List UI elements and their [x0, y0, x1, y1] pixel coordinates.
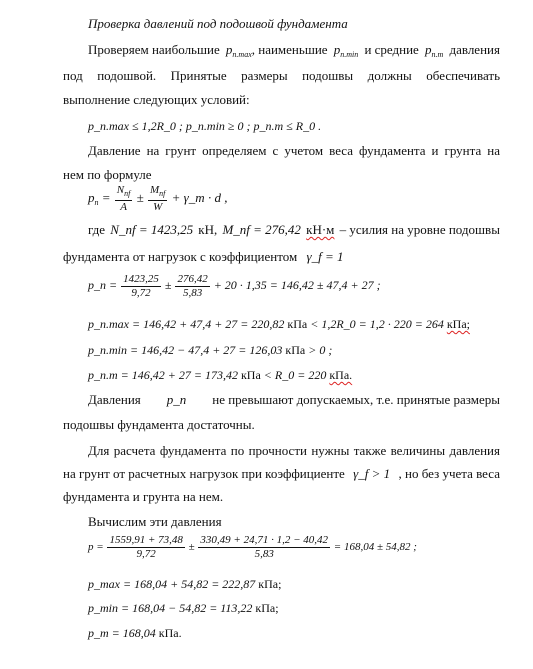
- paragraph-1-line-1: [88, 42, 500, 63]
- paragraph-5: Вычислим эти давления: [88, 514, 222, 529]
- paragraph-4-line-3: фундамента и грунта на нем.: [63, 489, 224, 504]
- gamma-f-value: γ_f = 1: [306, 249, 344, 264]
- p-m-result: p_m = 168,04 кПа.: [88, 626, 182, 640]
- p-m-symbol: $p_{п.т}$: [425, 42, 444, 59]
- n-value: N_nf = 1423,25: [110, 222, 194, 237]
- fraction-2: $\frac{330,49 + 24,71 \cdot 1,2 - 40,42}{5,83}$: [200, 533, 329, 560]
- p-max-symbol: $p_{п.max}$, наименьшие: [225, 42, 328, 59]
- pressure-calculation: p_п = $\frac{1423,25}{9,72}$ ± $\frac{276,42}{5,83}$ + 20 · 1,35 = 146,42 ± 47,4 + 27 ;: [88, 272, 381, 299]
- p-min-symbol: $p_{п.min}$: [333, 42, 359, 59]
- fraction-1: $\frac{1423,25}{9,72}$: [123, 272, 159, 299]
- paragraph-2-line-1: Давление на грунт определяем с учетом веса фундамента и грунта на: [88, 143, 500, 158]
- paragraph-4-line-2: на грунт от расчетных нагрузок при коэффициенте γ_f > 1 , но без учета веса: [63, 466, 500, 481]
- text: – усилия на уровне подошвы: [339, 222, 500, 237]
- conditions-formula: p_п.max ≤ 1,2R_0 ; p_п.min ≥ 0 ; p_п.т ≤ R_0 .: [88, 119, 322, 133]
- m-over-w-fraction: $\frac{M_{nf}}{W}$: [150, 184, 166, 214]
- p-n-symbol: p_п: [166, 392, 187, 407]
- text: Проверяем наибольшие: [88, 42, 220, 57]
- p-max-calculation: p_п.max = 146,42 + 47,4 + 27 = 220,82 кПа < 1,2R_0 = 1,2 · 220 = 264 кПа;: [88, 317, 470, 331]
- p-m-calculation: p_п.т = 146,42 + 27 = 173,42 кПа < R_0 = 220 кПа.: [88, 368, 353, 382]
- paragraph-3-line-1: Давления p_п не превышают допускаемых, т.е. принятые размеры: [88, 392, 500, 407]
- text: и средние: [364, 42, 419, 57]
- p-max-result: p_max = 168,04 + 54,82 = 222,87 кПа;: [88, 577, 282, 591]
- design-pressure-calculation: p = $\frac{1559,91 + 73,48}{9,72}$ ± $\frac{330,49 + 24,71 \cdot 1,2 - 40,42}{5,83}$ = 168,04 ± 54,82 ;: [88, 533, 417, 560]
- given-values-line-2: фундамента от нагрузок с коэффициентом γ_f = 1: [63, 249, 344, 264]
- p-min-result: p_min = 168,04 − 54,82 = 113,22 кПа;: [88, 601, 279, 615]
- paragraph-4-line-1: Для расчета фундамента по прочности нужны также величины давления: [88, 443, 500, 458]
- n-over-a-fraction: $\frac{N_{nf}}{A}$: [116, 184, 131, 214]
- fraction-1: $\frac{1559,91 + 73,48}{9,72}$: [109, 533, 183, 560]
- n-unit: кН,: [198, 222, 218, 237]
- gamma-f-condition: γ_f > 1: [353, 466, 391, 481]
- paragraph-1-line-3: выполнение следующих условий:: [63, 92, 250, 107]
- pressure-formula: $p_п$ = $\frac{N_{nf}}{A}$ ± $\frac{M_{nf}}{W}$ + γ_т · d ,: [88, 184, 228, 214]
- paragraph-2-line-2: нем по формуле: [63, 167, 152, 182]
- fraction-2: $\frac{276,42}{5,83}$: [177, 272, 208, 299]
- m-value: M_nf = 276,42: [222, 222, 301, 237]
- paragraph-3-line-2: подошвы фундамента достаточны.: [63, 417, 255, 432]
- given-values-line-1: [88, 222, 500, 238]
- m-unit: кН·м: [306, 222, 335, 237]
- paragraph-1-line-2: под подошвой. Принятые размеры подошвы должны обеспечивать: [63, 68, 500, 83]
- section-heading: Проверка давлений под подошвой фундамента: [88, 16, 348, 31]
- text: давления: [449, 42, 500, 57]
- text: где: [88, 222, 106, 237]
- p-min-calculation: p_п.min = 146,42 − 47,4 + 27 = 126,03 кПа > 0 ;: [88, 343, 333, 357]
